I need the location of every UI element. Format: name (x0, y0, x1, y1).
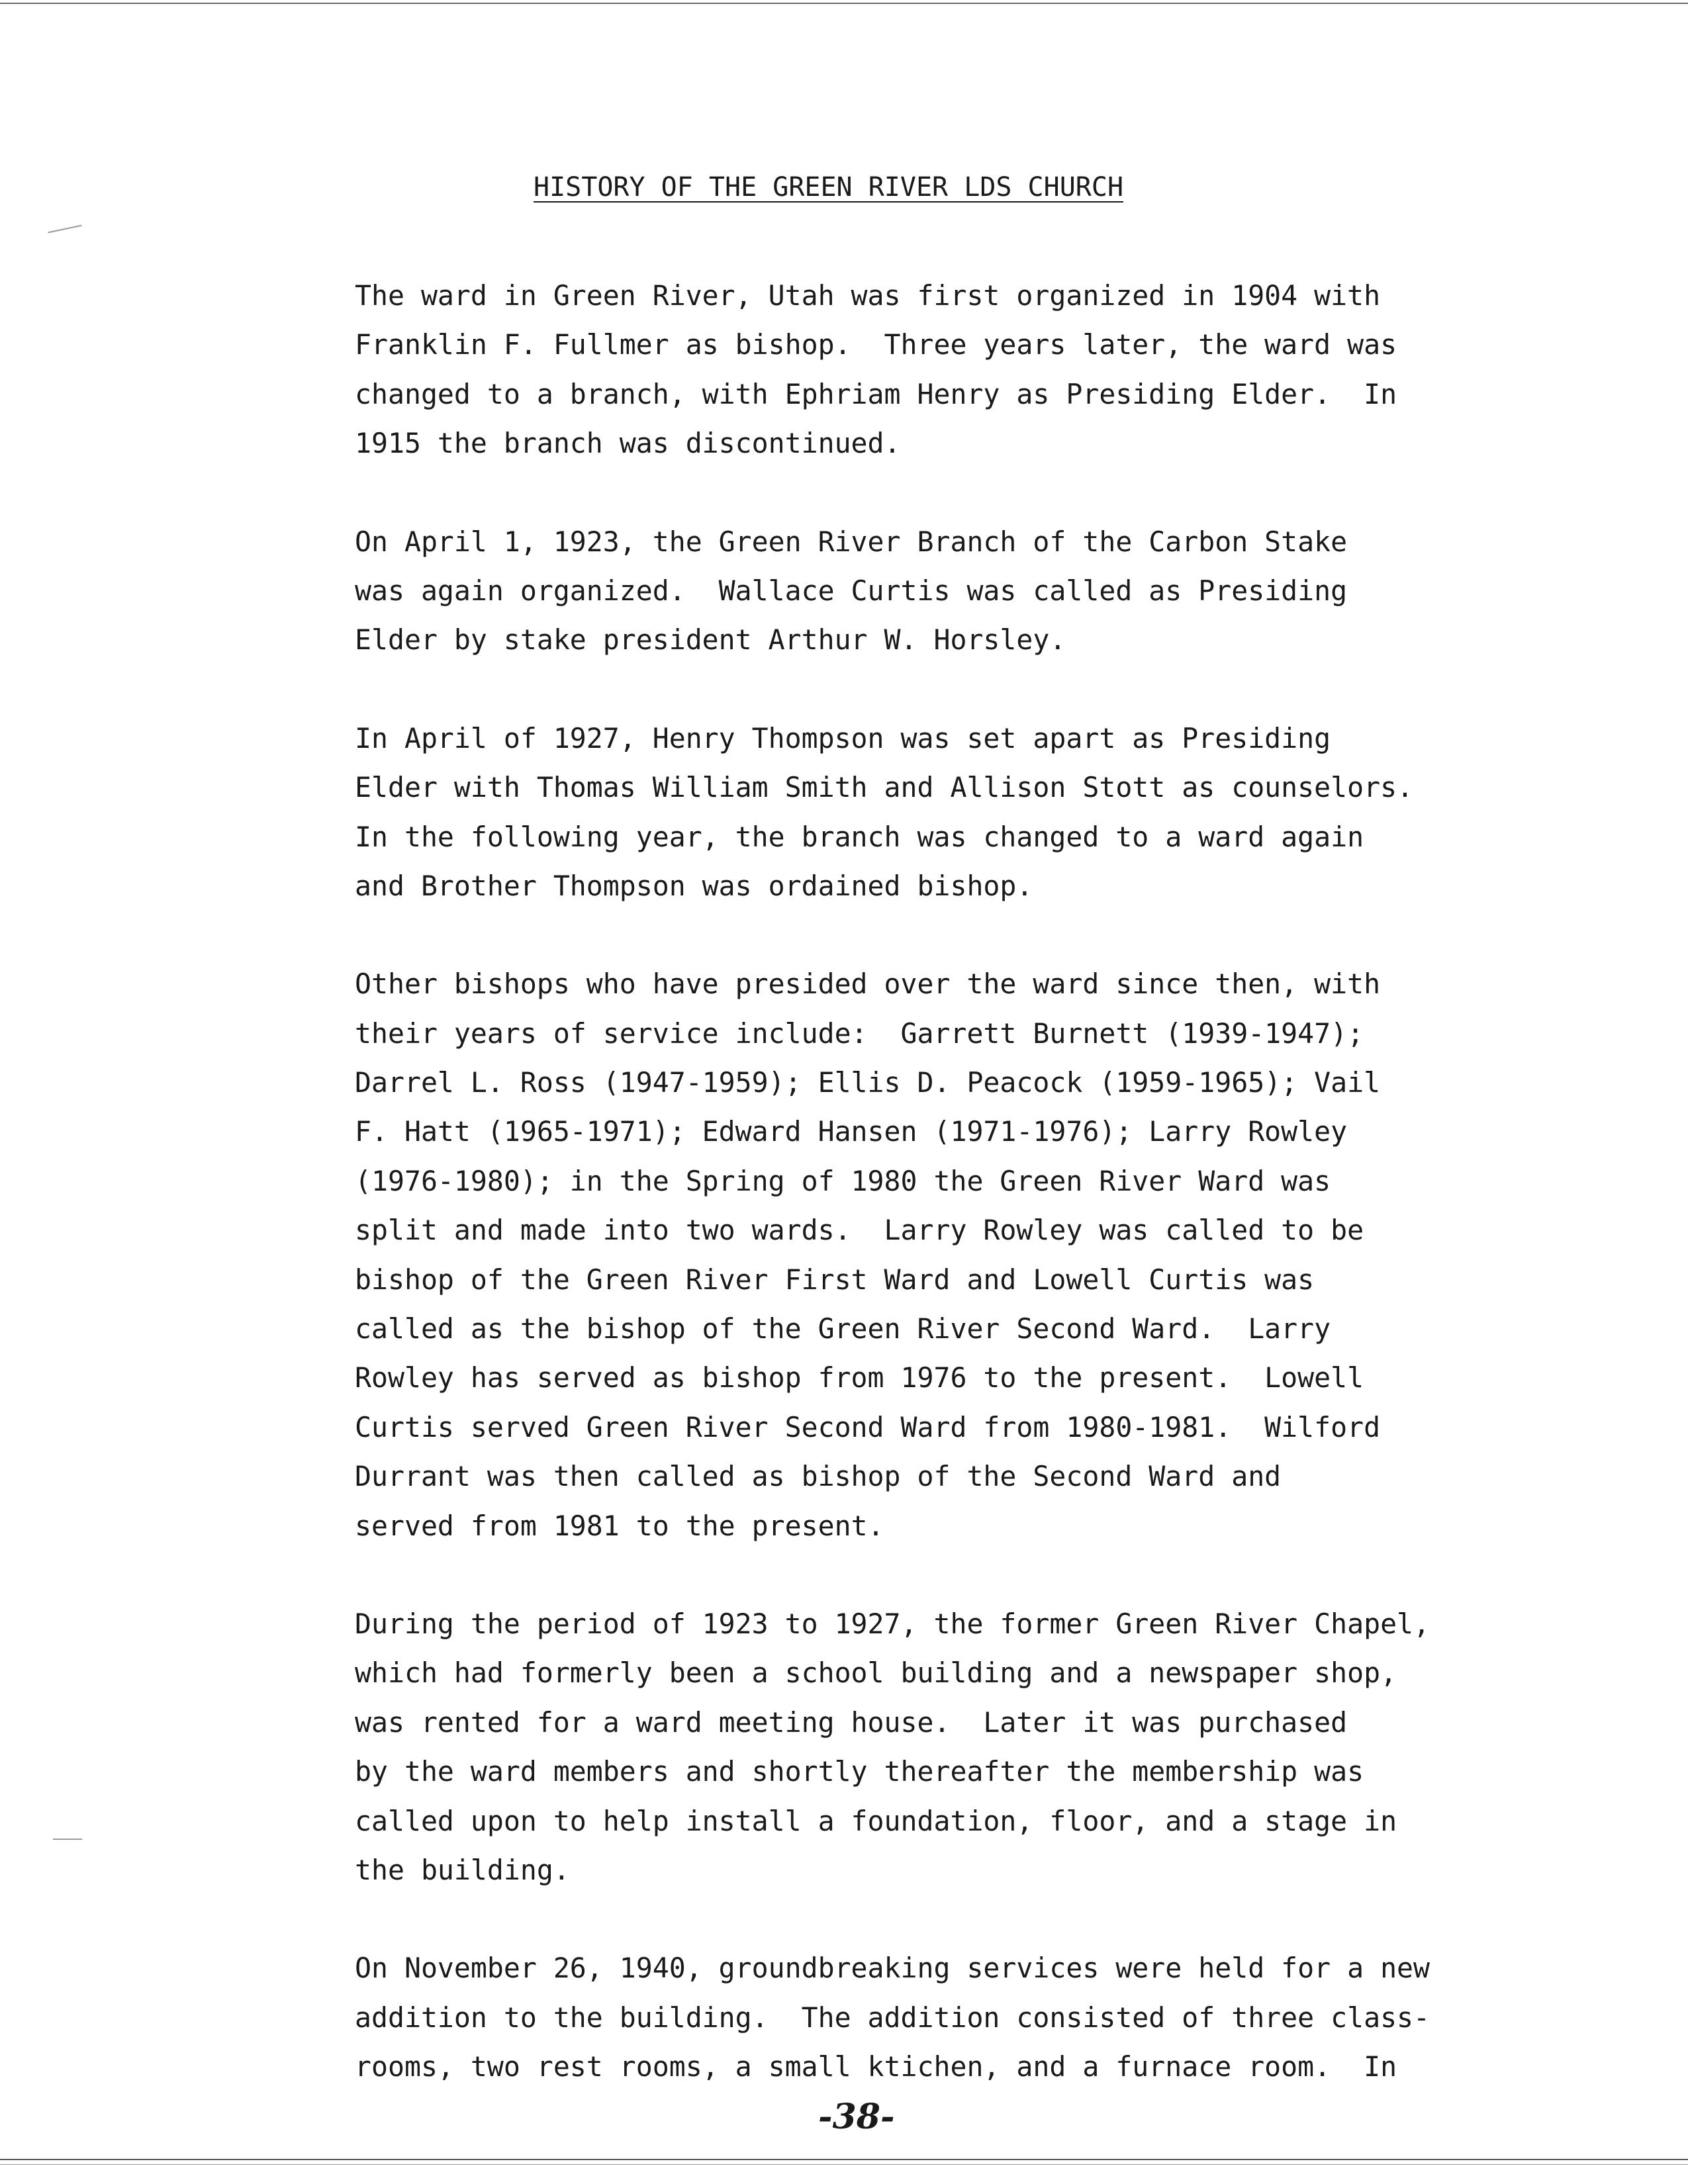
text-line: In April of 1927, Henry Thompson was set apart as Presiding (355, 721, 1331, 754)
text-line: changed to a branch, with Ephriam Henry as Presiding Elder. In (355, 377, 1397, 410)
text-line: 1915 the branch was discontinued. (355, 427, 901, 460)
text-line: addition to the building. The addition consisted of three class- (355, 2001, 1430, 2034)
text-line: Franklin F. Fullmer as bishop. Three years later, the ward was (355, 328, 1397, 361)
text-line: called upon to help install a foundation, floor, and a stage in (355, 1804, 1397, 1837)
text-line: by the ward members and shortly thereafter the membership was (355, 1755, 1364, 1788)
text-line: Darrel L. Ross (1947-1959); Ellis D. Peacock (1959-1965); Vail (355, 1066, 1381, 1099)
text-line: rooms, two rest rooms, a small ktichen, and a furnace room. In (355, 2050, 1397, 2083)
text-line: which had formerly been a school building and a newspaper shop, (355, 1657, 1397, 1690)
text-line: Curtis served Green River Second Ward from 1980-1981. Wilford (355, 1410, 1381, 1443)
text-line: called as the bishop of the Green River Second Ward. Larry (355, 1312, 1331, 1345)
paragraph-groundbreaking (355, 1944, 1440, 2091)
text-line: was rented for a ward meeting house. Later it was purchased (355, 1706, 1348, 1739)
page-title: HISTORY OF THE GREEN RIVER LDS CHURCH (534, 172, 1124, 203)
text-line: Other bishops who have presided over the ward since then, with (355, 968, 1381, 1001)
text-line: In the following year, the branch was changed to a ward again (355, 820, 1364, 853)
text-line: During the period of 1923 to 1927, the former Green River Chapel, (355, 1607, 1430, 1640)
top-edge-rule (0, 3, 1688, 4)
text-line: Elder with Thomas William Smith and Allison Stott as counselors. (355, 771, 1414, 804)
text-line: the building. (355, 1853, 570, 1886)
text-line: (1976-1980); in the Spring of 1980 the Green River Ward was (355, 1164, 1331, 1197)
document-body (355, 271, 1440, 2141)
page-number: -38- (818, 2097, 895, 2137)
paragraph-ward-organized (355, 271, 1440, 469)
left-margin-mark-upper (48, 225, 81, 234)
bottom-edge-rule-secondary (0, 2164, 1688, 2165)
text-line: was again organized. Wallace Curtis was called as Presiding (355, 574, 1348, 607)
paragraph-bishops (355, 960, 1440, 1551)
text-line: Rowley has served as bishop from 1976 to the present. Lowell (355, 1361, 1364, 1394)
text-line: On April 1, 1923, the Green River Branch of the Carbon Stake (355, 525, 1348, 558)
text-line: Durrant was then called as bishop of the Second Ward and (355, 1460, 1282, 1493)
text-line: and Brother Thompson was ordained bishop. (355, 869, 1033, 902)
text-line: bishop of the Green River First Ward and Lowell Curtis was (355, 1263, 1315, 1296)
text-line: On November 26, 1940, groundbreaking services were held for a new (355, 1952, 1430, 1985)
text-line: F. Hatt (1965-1971); Edward Hansen (1971-1976); Larry Rowley (355, 1115, 1348, 1148)
bottom-edge-rule (0, 2159, 1688, 2160)
left-margin-mark-lower (53, 1839, 82, 1840)
paragraph-chapel (355, 1600, 1440, 1895)
text-line: split and made into two wards. Larry Rowley was called to be (355, 1214, 1364, 1247)
paragraph-thompson (355, 714, 1440, 911)
text-line: served from 1981 to the present. (355, 1509, 884, 1542)
paragraph-branch-reorganized (355, 518, 1440, 665)
text-line: their years of service include: Garrett Burnett (1939-1947); (355, 1017, 1364, 1050)
text-line: Elder by stake president Arthur W. Horsley. (355, 623, 1066, 657)
text-line: The ward in Green River, Utah was first organized in 1904 with (355, 279, 1381, 312)
